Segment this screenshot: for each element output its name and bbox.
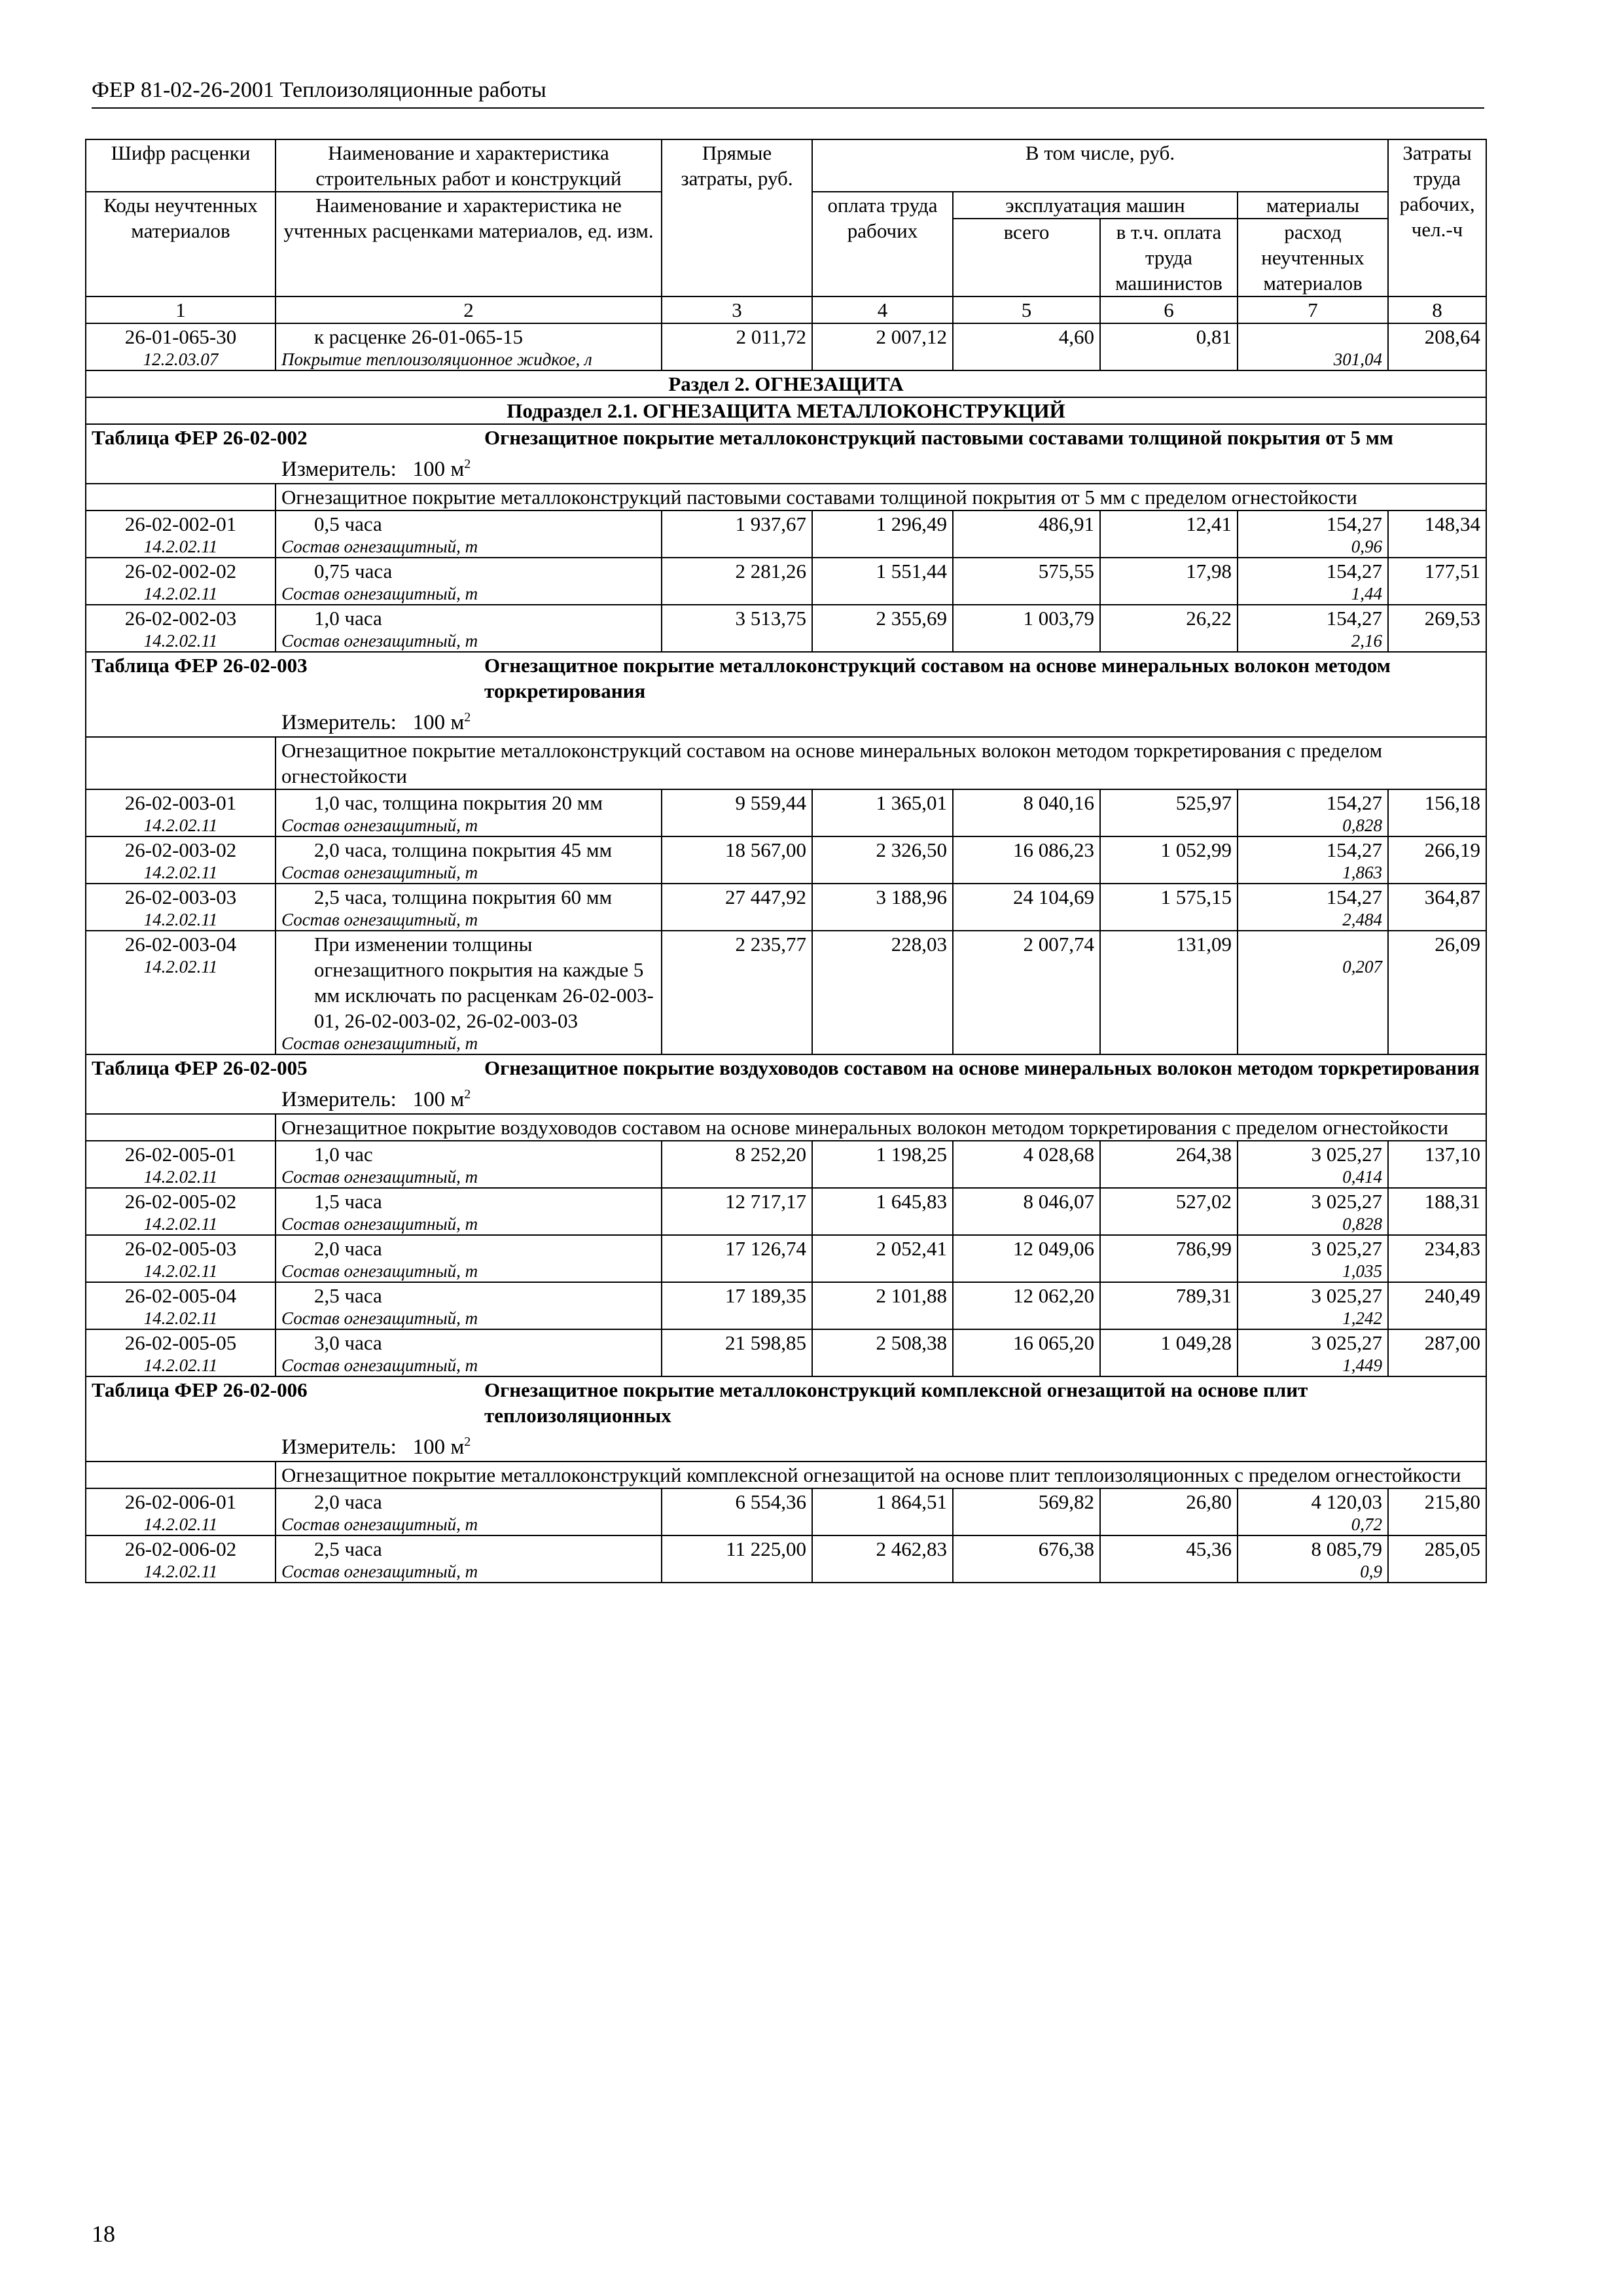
row-material-code: 14.2.02.11 — [143, 584, 218, 603]
row-material-use: 0,72 — [1351, 1515, 1383, 1534]
row-name: 1,0 часа — [314, 607, 382, 630]
table-label: Таблица ФЕР 26-02-003 — [92, 654, 308, 677]
table-description: Огнезащитное покрытие металлоконструкций комплексной огнезащитой на основе плит теплоизоляционных с пределом огнестойкости — [276, 1462, 1486, 1488]
row-direct: 9 559,44 — [662, 789, 812, 836]
row-material: Состав огнезащитный, т — [281, 1167, 478, 1187]
row-material-use: 1,449 — [1342, 1355, 1383, 1375]
row-labor-cost: 26,09 — [1388, 931, 1486, 1054]
row-material-code: 14.2.02.11 — [143, 1214, 218, 1234]
row-labor-cost: 234,83 — [1388, 1235, 1486, 1282]
row-material-code: 14.2.02.11 — [143, 1308, 218, 1328]
row-material: Состав огнезащитный, т — [281, 910, 478, 929]
row-code-cell — [86, 511, 276, 558]
row-code-cell — [86, 605, 276, 652]
row-name-cell — [276, 558, 662, 605]
row-material-use: 1,035 — [1342, 1261, 1383, 1281]
rates-table — [85, 139, 1487, 1583]
row-name: 2,0 часа, толщина покрытия 45 мм — [314, 838, 613, 861]
row-machines-total: 2 007,74 — [953, 931, 1100, 1054]
row-code: 26-02-002-03 — [124, 607, 237, 630]
row-code: 26-02-006-01 — [124, 1490, 237, 1513]
header-name-top: Наименование и характеристика строительных работ и конструкций — [276, 139, 662, 192]
row-materials: 154,27 — [1326, 886, 1383, 908]
header-labor-cost: Затраты труда рабочих, чел.-ч — [1388, 139, 1486, 296]
row-materials: 3 025,27 — [1311, 1331, 1383, 1354]
row-name: 2,0 часа — [314, 1490, 382, 1513]
first-row-material-use: 301,04 — [1333, 350, 1383, 369]
row-material-use: 0,828 — [1342, 1214, 1383, 1234]
row-labor: 2 462,83 — [812, 1535, 953, 1583]
table-heading — [86, 424, 1486, 484]
row-materials: 3 025,27 — [1311, 1284, 1383, 1307]
row-code: 26-02-005-03 — [124, 1237, 237, 1260]
row-materials-cell — [1238, 1141, 1388, 1188]
page-number: 18 — [92, 2221, 115, 2247]
row-machines-pay: 26,80 — [1100, 1488, 1238, 1535]
row-material: Состав огнезащитный, т — [281, 584, 478, 603]
row-code-cell — [86, 1188, 276, 1235]
row-name: 1,0 час — [314, 1143, 373, 1166]
desc-spacer — [86, 1462, 276, 1488]
row-labor: 1 551,44 — [812, 558, 953, 605]
row-machines-total: 569,82 — [953, 1488, 1100, 1535]
row-labor: 228,03 — [812, 931, 953, 1054]
row-material-use: 0,9 — [1360, 1562, 1383, 1581]
row-code: 26-02-005-04 — [124, 1284, 237, 1307]
row-code-cell — [86, 1235, 276, 1282]
row-name-cell — [276, 1488, 662, 1535]
row-labor-cost: 137,10 — [1388, 1141, 1486, 1188]
row-materials: 3 025,27 — [1311, 1190, 1383, 1213]
row-material-code: 14.2.02.11 — [143, 1562, 218, 1581]
row-machines-pay: 1 052,99 — [1100, 836, 1238, 884]
row-labor: 1 198,25 — [812, 1141, 953, 1188]
row-machines-pay: 525,97 — [1100, 789, 1238, 836]
first-row-code: 26-01-065-30 — [124, 325, 237, 348]
row-material-use: 0,828 — [1342, 816, 1383, 835]
row-direct: 21 598,85 — [662, 1329, 812, 1376]
row-code: 26-02-005-05 — [124, 1331, 237, 1354]
row-material-code: 14.2.02.11 — [143, 910, 218, 929]
table-row — [86, 605, 1486, 652]
header-machines: эксплуатация машин — [953, 192, 1238, 219]
row-machines-pay: 131,09 — [1100, 931, 1238, 1054]
row-material-use: 0,207 — [1342, 957, 1383, 977]
measure-label: Измеритель: — [281, 1088, 397, 1111]
row-material-use: 1,863 — [1342, 863, 1383, 882]
row-machines-pay: 527,02 — [1100, 1188, 1238, 1235]
table-title: Огнезащитное покрытие металлоконструкций пастовыми составами толщиной покрытия от 5 мм — [484, 426, 1393, 449]
row-labor: 1 645,83 — [812, 1188, 953, 1235]
row-labor: 2 508,38 — [812, 1329, 953, 1376]
row-code-cell — [86, 931, 276, 1054]
row-code: 26-02-003-02 — [124, 838, 237, 861]
row-materials: 8 085,79 — [1311, 1537, 1383, 1560]
row-name: При изменении толщины огнезащитного покрытия на каждые 5 мм исключать по расценкам 26-02-003-01, 26-02-003-02, 26-02-003-03 — [314, 933, 654, 1032]
column-number: 8 — [1388, 296, 1486, 323]
row-material: Состав огнезащитный, т — [281, 1562, 478, 1581]
row-code-cell — [86, 558, 276, 605]
row-name-cell — [276, 789, 662, 836]
row-labor-cost: 215,80 — [1388, 1488, 1486, 1535]
table-row — [86, 789, 1486, 836]
row-material-code: 14.2.02.11 — [143, 957, 218, 977]
row-labor: 1 296,49 — [812, 511, 953, 558]
row-name: 2,0 часа — [314, 1237, 382, 1260]
row-material: Состав огнезащитный, т — [281, 816, 478, 835]
measure-power: 2 — [464, 710, 471, 725]
row-material: Состав огнезащитный, т — [281, 1515, 478, 1534]
row-code: 26-02-002-02 — [124, 560, 237, 583]
row-direct: 1 937,67 — [662, 511, 812, 558]
row-materials: 154,27 — [1326, 512, 1383, 535]
measure — [281, 704, 1480, 736]
measure-value: 100 м — [412, 457, 465, 481]
row-machines-pay: 786,99 — [1100, 1235, 1238, 1282]
row-materials-cell — [1238, 836, 1388, 884]
row-machines-total: 486,91 — [953, 511, 1100, 558]
row-material-code: 14.2.02.11 — [143, 1167, 218, 1187]
row-material-use: 2,484 — [1342, 910, 1383, 929]
first-row-direct: 2 011,72 — [662, 323, 812, 370]
row-name: 2,5 часа — [314, 1537, 382, 1560]
header-code-bottom: Коды неучтенных материалов — [86, 192, 276, 296]
row-name: 0,5 часа — [314, 512, 382, 535]
measure-value: 100 м — [412, 711, 465, 734]
row-machines-pay: 789,31 — [1100, 1282, 1238, 1329]
measure-power: 2 — [464, 1435, 471, 1449]
row-direct: 17 189,35 — [662, 1282, 812, 1329]
row-machines-total: 676,38 — [953, 1535, 1100, 1583]
row-name-cell — [276, 1141, 662, 1188]
row-code: 26-02-003-03 — [124, 886, 237, 908]
row-code: 26-02-005-02 — [124, 1190, 237, 1213]
row-materials: 4 120,03 — [1311, 1490, 1383, 1513]
row-machines-total: 24 104,69 — [953, 884, 1100, 931]
row-material: Состав огнезащитный, т — [281, 1261, 478, 1281]
row-machines-total: 12 062,20 — [953, 1282, 1100, 1329]
row-name-cell — [276, 511, 662, 558]
row-name-cell — [276, 1282, 662, 1329]
row-materials-cell — [1238, 511, 1388, 558]
row-materials-cell — [1238, 1235, 1388, 1282]
table-row — [86, 1188, 1486, 1235]
row-materials: 154,27 — [1326, 607, 1383, 630]
row-direct: 27 447,92 — [662, 884, 812, 931]
row-materials: 3 025,27 — [1311, 1237, 1383, 1260]
row-code-cell — [86, 836, 276, 884]
measure — [281, 450, 1480, 483]
first-row-name: к расценке 26-01-065-15 — [314, 325, 524, 348]
measure — [281, 1428, 1480, 1461]
row-material: Состав огнезащитный, т — [281, 1214, 478, 1234]
row-code-cell — [86, 1488, 276, 1535]
first-row-machines-pay: 0,81 — [1100, 323, 1238, 370]
column-number: 3 — [662, 296, 812, 323]
row-material-code: 14.2.02.11 — [143, 1261, 218, 1281]
row-name-cell — [276, 836, 662, 884]
section-title: Раздел 2. ОГНЕЗАЩИТА — [86, 370, 1486, 397]
row-code: 26-02-005-01 — [124, 1143, 237, 1166]
measure-power: 2 — [464, 1087, 471, 1102]
row-labor-cost: 177,51 — [1388, 558, 1486, 605]
desc-spacer — [86, 484, 276, 511]
row-materials-cell — [1238, 558, 1388, 605]
row-name-cell — [276, 1535, 662, 1583]
row-material-use: 1,242 — [1342, 1308, 1383, 1328]
row-material-use: 0,414 — [1342, 1167, 1383, 1187]
row-labor-cost: 285,05 — [1388, 1535, 1486, 1583]
row-materials: 154,27 — [1326, 838, 1383, 861]
row-machines-total: 8 046,07 — [953, 1188, 1100, 1235]
row-direct: 6 554,36 — [662, 1488, 812, 1535]
row-materials-cell — [1238, 1488, 1388, 1535]
row-code-cell — [86, 789, 276, 836]
row-machines-pay: 1 575,15 — [1100, 884, 1238, 931]
row-material-use: 1,44 — [1351, 584, 1383, 603]
row-direct: 2 235,77 — [662, 931, 812, 1054]
row-code: 26-02-006-02 — [124, 1537, 237, 1560]
row-name: 0,75 часа — [314, 560, 393, 583]
row-machines-total: 575,55 — [953, 558, 1100, 605]
table-label: Таблица ФЕР 26-02-005 — [92, 1056, 308, 1079]
row-material-code: 14.2.02.11 — [143, 863, 218, 882]
row-labor: 2 052,41 — [812, 1235, 953, 1282]
measure-label: Измеритель: — [281, 457, 397, 481]
row-materials: 154,27 — [1326, 560, 1383, 583]
row-labor: 2 101,88 — [812, 1282, 953, 1329]
first-row — [86, 323, 1486, 370]
row-direct: 2 281,26 — [662, 558, 812, 605]
row-labor-cost: 266,19 — [1388, 836, 1486, 884]
table-label: Таблица ФЕР 26-02-002 — [92, 426, 308, 449]
table-row — [86, 884, 1486, 931]
row-material-use: 0,96 — [1351, 537, 1383, 556]
row-materials-cell — [1238, 1535, 1388, 1583]
row-name: 2,5 часа — [314, 1284, 382, 1307]
table-heading — [86, 652, 1486, 737]
row-name: 1,0 час, толщина покрытия 20 мм — [314, 791, 603, 814]
table-heading — [86, 1376, 1486, 1462]
column-number: 6 — [1100, 296, 1238, 323]
row-materials-cell — [1238, 1329, 1388, 1376]
row-material: Состав огнезащитный, т — [281, 631, 478, 651]
header-code-top: Шифр расценки — [86, 139, 276, 192]
measure — [281, 1081, 1480, 1113]
row-machines-pay: 264,38 — [1100, 1141, 1238, 1188]
row-code-cell — [86, 1282, 276, 1329]
row-code-cell — [86, 1535, 276, 1583]
row-labor-cost: 188,31 — [1388, 1188, 1486, 1235]
row-code-cell — [86, 884, 276, 931]
row-material-code: 14.2.02.11 — [143, 1355, 218, 1375]
row-labor: 2 326,50 — [812, 836, 953, 884]
first-row-materials — [1243, 324, 1382, 350]
row-direct: 3 513,75 — [662, 605, 812, 652]
row-name-cell — [276, 884, 662, 931]
row-machines-total: 12 049,06 — [953, 1235, 1100, 1282]
row-code: 26-02-003-01 — [124, 791, 237, 814]
row-materials-cell — [1238, 1282, 1388, 1329]
row-code: 26-02-002-01 — [124, 512, 237, 535]
row-material: Состав огнезащитный, т — [281, 537, 478, 556]
row-labor-cost: 148,34 — [1388, 511, 1486, 558]
header-machines-incl: в т.ч. оплата труда машинистов — [1100, 219, 1238, 296]
row-name-cell — [276, 1329, 662, 1376]
row-materials: 154,27 — [1326, 791, 1383, 814]
table-row — [86, 1488, 1486, 1535]
row-material-code: 14.2.02.11 — [143, 816, 218, 835]
row-machines-total: 16 086,23 — [953, 836, 1100, 884]
row-name: 1,5 часа — [314, 1190, 382, 1213]
header-machines-total: всего — [953, 219, 1100, 296]
table-description: Огнезащитное покрытие металлоконструкций пастовыми составами толщиной покрытия от 5 мм с пределом огнестойкости — [276, 484, 1486, 511]
row-materials-cell — [1238, 931, 1388, 1054]
table-row — [86, 511, 1486, 558]
row-labor: 3 188,96 — [812, 884, 953, 931]
row-materials-cell — [1238, 884, 1388, 931]
column-number: 2 — [276, 296, 662, 323]
row-machines-total: 8 040,16 — [953, 789, 1100, 836]
table-description: Огнезащитное покрытие воздуховодов составом на основе минеральных волокон методом торкретирования с пределом огнестойкости — [276, 1114, 1486, 1141]
table-row — [86, 1282, 1486, 1329]
row-machines-total: 1 003,79 — [953, 605, 1100, 652]
row-labor-cost: 269,53 — [1388, 605, 1486, 652]
row-materials: 3 025,27 — [1311, 1143, 1383, 1166]
table-title: Огнезащитное покрытие воздуховодов составом на основе минеральных волокон методом торкретирования — [484, 1056, 1480, 1079]
table-label: Таблица ФЕР 26-02-006 — [92, 1378, 308, 1401]
table-row — [86, 1141, 1486, 1188]
row-machines-pay: 26,22 — [1100, 605, 1238, 652]
measure-power: 2 — [464, 457, 471, 471]
first-row-material-code: 12.2.03.07 — [143, 350, 219, 369]
column-number: 1 — [86, 296, 276, 323]
table-description: Огнезащитное покрытие металлоконструкций составом на основе минеральных волокон методом торкретирования с пределом огнестойкости — [276, 737, 1486, 789]
table-title: Огнезащитное покрытие металлоконструкций составом на основе минеральных волокон методом торкретирования — [484, 654, 1391, 702]
row-materials-cell — [1238, 789, 1388, 836]
row-name: 3,0 часа — [314, 1331, 382, 1354]
measure-label: Измеритель: — [281, 1435, 397, 1459]
row-machines-pay: 1 049,28 — [1100, 1329, 1238, 1376]
row-direct: 12 717,17 — [662, 1188, 812, 1235]
row-material: Состав огнезащитный, т — [281, 1033, 478, 1053]
header-materials: материалы — [1238, 192, 1388, 219]
row-material: Состав огнезащитный, т — [281, 1355, 478, 1375]
table-row — [86, 1235, 1486, 1282]
header-labor-pay: оплата труда рабочих — [812, 192, 953, 296]
row-name-cell — [276, 931, 662, 1054]
row-machines-total: 4 028,68 — [953, 1141, 1100, 1188]
header-materials-sub: расход неучтенных материалов — [1238, 219, 1388, 296]
row-material-code: 14.2.02.11 — [143, 537, 218, 556]
row-labor-cost: 287,00 — [1388, 1329, 1486, 1376]
row-machines-pay: 17,98 — [1100, 558, 1238, 605]
table-row — [86, 558, 1486, 605]
table-row — [86, 931, 1486, 1054]
column-number: 7 — [1238, 296, 1388, 323]
row-code-cell — [86, 1141, 276, 1188]
row-material: Состав огнезащитный, т — [281, 1308, 478, 1328]
column-number: 4 — [812, 296, 953, 323]
desc-spacer — [86, 737, 276, 789]
row-labor: 2 355,69 — [812, 605, 953, 652]
row-direct: 11 225,00 — [662, 1535, 812, 1583]
table-title: Огнезащитное покрытие металлоконструкций комплексной огнезащитой на основе плит теплоизоляционных — [484, 1378, 1308, 1427]
row-machines-pay: 12,41 — [1100, 511, 1238, 558]
row-direct: 8 252,20 — [662, 1141, 812, 1188]
row-direct: 17 126,74 — [662, 1235, 812, 1282]
row-material-code: 14.2.02.11 — [143, 1515, 218, 1534]
desc-spacer — [86, 1114, 276, 1141]
table-row — [86, 1329, 1486, 1376]
row-materials — [1243, 931, 1382, 957]
row-materials-cell — [1238, 1188, 1388, 1235]
row-machines-total: 16 065,20 — [953, 1329, 1100, 1376]
header-including: В том числе, руб. — [812, 139, 1388, 192]
header-direct: Прямые затраты, руб. — [662, 139, 812, 296]
row-labor-cost: 240,49 — [1388, 1282, 1486, 1329]
measure-value: 100 м — [412, 1435, 465, 1459]
row-labor: 1 864,51 — [812, 1488, 953, 1535]
row-code-cell — [86, 1329, 276, 1376]
row-direct: 18 567,00 — [662, 836, 812, 884]
row-material-use: 2,16 — [1351, 631, 1383, 651]
row-material: Состав огнезащитный, т — [281, 863, 478, 882]
row-code: 26-02-003-04 — [124, 933, 237, 956]
row-name-cell — [276, 605, 662, 652]
first-row-labor-cost: 208,64 — [1388, 323, 1486, 370]
first-row-machines-total: 4,60 — [953, 323, 1100, 370]
first-row-material: Покрытие теплоизоляционное жидкое, л — [281, 350, 592, 369]
row-name-cell — [276, 1235, 662, 1282]
table-row — [86, 1535, 1486, 1583]
row-machines-pay: 45,36 — [1100, 1535, 1238, 1583]
column-number: 5 — [953, 296, 1100, 323]
row-name-cell — [276, 1188, 662, 1235]
first-row-labor: 2 007,12 — [812, 323, 953, 370]
header-name-bottom: Наименование и характеристика не учтенных расценками материалов, ед. изм. — [276, 192, 662, 296]
row-material-code: 14.2.02.11 — [143, 631, 218, 651]
table-row — [86, 836, 1486, 884]
row-name: 2,5 часа, толщина покрытия 60 мм — [314, 886, 613, 908]
measure-label: Измеритель: — [281, 711, 397, 734]
row-labor-cost: 364,87 — [1388, 884, 1486, 931]
table-heading — [86, 1054, 1486, 1114]
measure-value: 100 м — [412, 1088, 465, 1111]
row-materials-cell — [1238, 605, 1388, 652]
page-header: ФЕР 81-02-26-2001 Теплоизоляционные работы — [92, 77, 1484, 109]
row-labor: 1 365,01 — [812, 789, 953, 836]
subsection-title: Подраздел 2.1. ОГНЕЗАЩИТА МЕТАЛЛОКОНСТРУКЦИЙ — [86, 397, 1486, 424]
row-labor-cost: 156,18 — [1388, 789, 1486, 836]
